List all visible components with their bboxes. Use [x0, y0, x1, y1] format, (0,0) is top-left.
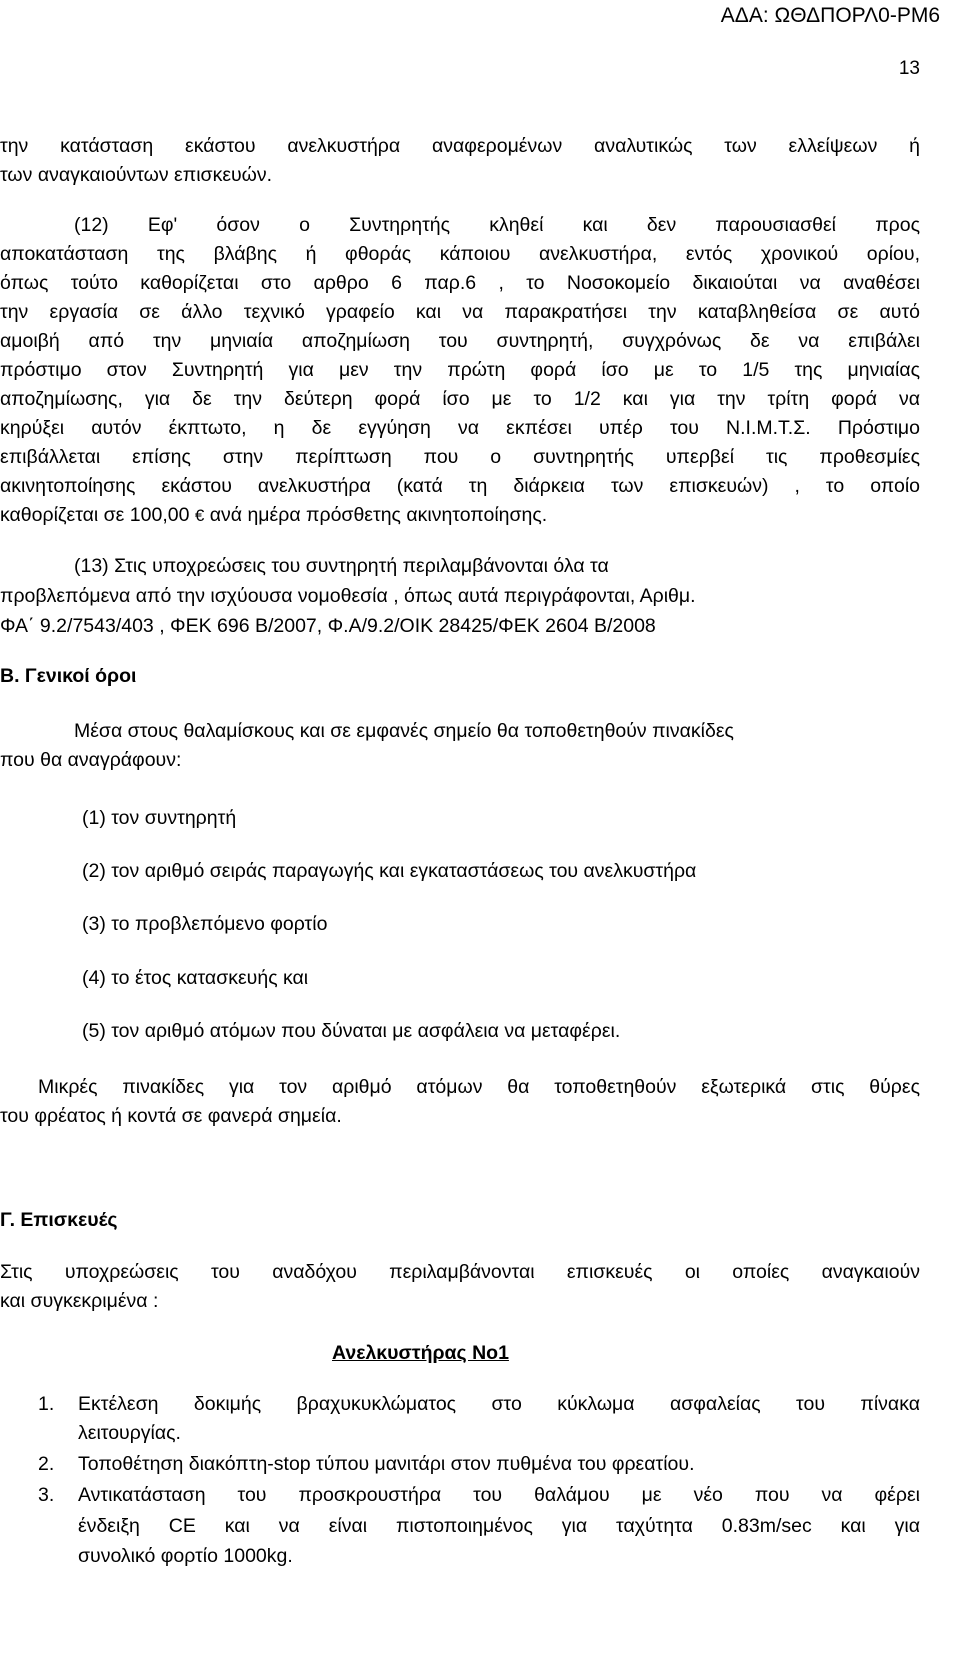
- page-number: 13: [898, 58, 920, 79]
- text-fragment: ανά ημέρα πρόσθετης ακινητοποίησης.: [209, 504, 548, 526]
- ada-code: ΑΔΑ: ΩΘΔΠΟΡΛ0-ΡΜ6: [720, 4, 940, 27]
- text-line: αποζημίωσης, για δε την δεύτερη φορά ίσο με το 1/2 και για την τρίτη φορά να: [0, 388, 920, 410]
- text-line: Στις υποχρεώσεις του αναδόχου περιλαμβάνονται επισκευές οι οποίες αναγκαιούν: [0, 1261, 920, 1283]
- list-item: (2) τον αριθμό σειράς παραγωγής και εγκαταστάσεως του ανελκυστήρα: [82, 860, 697, 882]
- list-item: (4) το έτος κατασκευής και: [82, 967, 309, 989]
- list-item-number: 2.: [38, 1453, 55, 1475]
- text-line: ΦΑ΄ 9.2/7543/403 , ΦΕΚ 696 Β/2007, Φ.Α/9.2/ΟΙΚ 28425/ΦΕΚ 2604 Β/2008: [0, 615, 656, 637]
- list-item-number: 3.: [38, 1484, 55, 1506]
- list-item: (5) τον αριθμό ατόμων που δύναται με ασφάλεια να μεταφέρει.: [82, 1020, 621, 1042]
- list-item: Εκτέλεση δοκιμής βραχυκυκλώματος στο κύκλωμα ασφαλείας του πίνακα: [78, 1393, 920, 1415]
- euro-symbol: €: [194, 506, 205, 525]
- section-c-heading: Γ. Επισκευές: [0, 1209, 118, 1231]
- text-line: Μικρές πινακίδες για τον αριθμό ατόμων θα τοποθετηθούν εξωτερικά στις θύρες: [38, 1076, 920, 1098]
- text-line: την κατάσταση εκάστου ανελκυστήρα αναφερομένων αναλυτικώς των ελλείψεων ή: [0, 135, 920, 157]
- text-line: πρόστιμο στον Συντηρητή για μεν την πρώτη φορά ίσο με το 1/5 της μηνιαίας: [0, 359, 920, 381]
- list-item-continuation: συνολικό φορτίο 1000kg.: [78, 1545, 293, 1567]
- text-line: των αναγκαιούντων επισκευών.: [0, 164, 273, 186]
- text-line: αμοιβή από την μηνιαία αποζημίωση του συντηρητή, συγχρόνως δε να επιβάλει: [0, 330, 920, 352]
- text-line: αποκατάσταση της βλάβης ή φθοράς κάποιου ανελκυστήρα, εντός χρονικού ορίου,: [0, 243, 920, 265]
- list-item: Αντικατάσταση του προσκρουστήρα του θαλάμου με νέο που να φέρει: [78, 1484, 920, 1506]
- text-line: (12) Εφ' όσον ο Συντηρητής κληθεί και δεν παρουσιασθεί προς: [74, 214, 920, 236]
- list-item-continuation: λειτουργίας.: [78, 1422, 181, 1444]
- list-item: Τοποθέτηση διακόπτη-stop τύπου μανιτάρι στον πυθμένα του φρεατίου.: [78, 1453, 695, 1475]
- text-line: όπως τούτο καθορίζεται στο αρθρο 6 παρ.6 , το Νοσοκομείο δικαιούται να αναθέσει: [0, 272, 920, 294]
- text-line: προβλεπόμενα από την ισχύουσα νομοθεσία , όπως αυτά περιγράφονται, Αριθμ.: [0, 585, 696, 607]
- list-item-continuation: ένδειξη CE και να είναι πιστοποιημένος για ταχύτητα 0.83m/sec και για: [78, 1515, 920, 1537]
- section-b-heading: Β. Γενικοί όροι: [0, 665, 137, 687]
- text-fragment: καθορίζεται σε 100,00: [0, 504, 190, 526]
- text-line: την εργασία σε άλλο τεχνικό γραφείο και να παρακρατήσει την καταβληθείσα σε αυτό: [0, 301, 920, 323]
- list-item: (3) το προβλεπόμενο φορτίο: [82, 913, 328, 935]
- text-line: και συγκεκριμένα :: [0, 1290, 159, 1312]
- elevator-subtitle: Ανελκυστήρας Νο1: [332, 1342, 509, 1364]
- text-line: του φρέατος ή κοντά σε φανερά σημεία.: [0, 1105, 342, 1127]
- text-line: επιβάλλεται επίσης στην περίπτωση που ο συντηρητής υπερβεί τις προθεσμίες: [0, 446, 920, 468]
- text-line: κηρύξει αυτόν έκπτωτο, η δε εγγύηση να εκπέσει υπέρ του Ν.Ι.Μ.Τ.Σ. Πρόστιμο: [0, 417, 920, 439]
- text-line: [0, 503, 547, 528]
- list-item-number: 1.: [38, 1393, 55, 1415]
- text-line: (13) Στις υποχρεώσεις του συντηρητή περιλαμβάνονται όλα τα: [74, 555, 609, 577]
- list-item: (1) τον συντηρητή: [82, 807, 237, 829]
- text-line: ακινητοποίησης εκάστου ανελκυστήρα (κατά τη διάρκεια των επισκευών) , το οποίο: [0, 475, 920, 497]
- text-line: που θα αναγράφουν:: [0, 749, 182, 771]
- text-line: Μέσα στους θαλαμίσκους και σε εμφανές σημείο θα τοποθετηθούν πινακίδες: [74, 720, 734, 742]
